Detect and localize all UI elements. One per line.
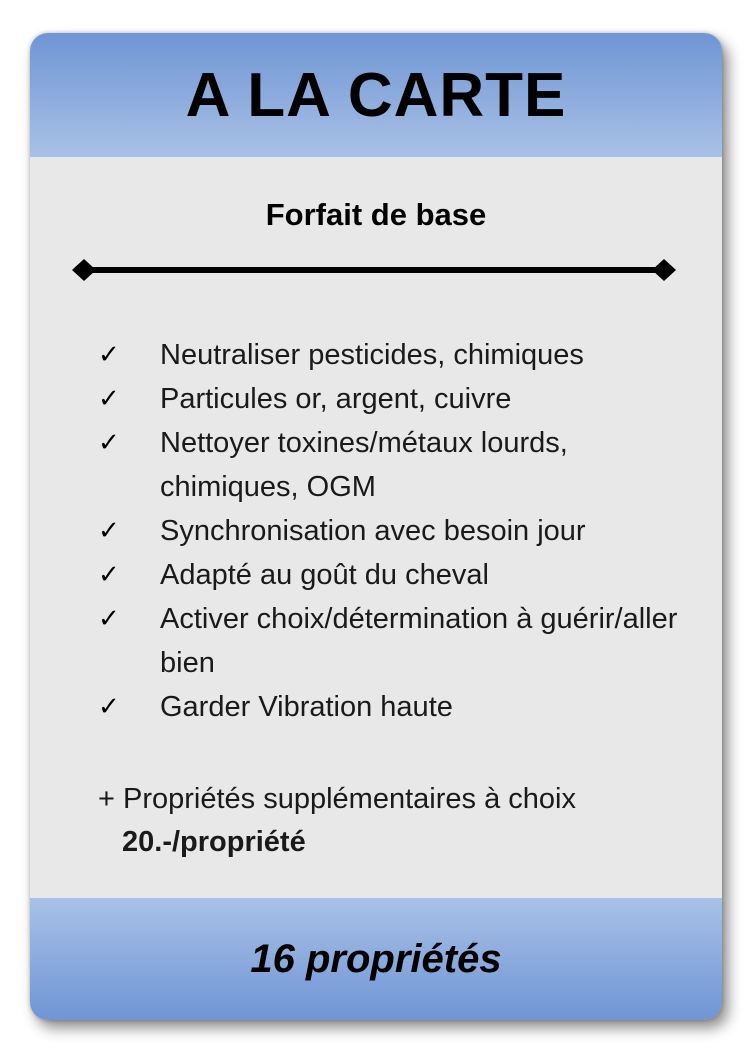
feature-list [98,333,698,729]
card-header [30,33,722,157]
feature-text: Garder Vibration haute [160,691,453,723]
feature-item [98,333,698,377]
card-subtitle: Forfait de base [265,197,487,232]
feature-item [98,509,698,553]
feature-item [98,597,698,685]
divider-line [72,259,676,281]
checkmark-icon: ✓ [98,384,120,414]
card-title: A LA CARTE [185,60,567,130]
divider-right-diamond-icon [652,259,676,281]
feature-item [98,421,698,509]
card-body [30,157,722,898]
feature-text: Synchronisation avec besoin jour [160,515,586,547]
feature-text: Adapté au goût du cheval [160,559,489,591]
feature-item [98,377,698,421]
feature-text: Nettoyer toxines/métaux lourds, chimiques, OGM [160,427,568,503]
extra-properties-note: + Propriétés supplémentaires à choix [98,783,576,815]
feature-text: Neutraliser pesticides, chimiques [160,339,584,371]
feature-text: Particules or, argent, cuivre [160,383,512,415]
checkmark-icon: ✓ [98,428,120,458]
feature-text: Activer choix/détermination à guérir/aller bien [160,603,678,679]
price-per-property: 20.-/propriété [122,826,306,858]
feature-item [98,685,698,729]
checkmark-icon: ✓ [98,604,120,634]
checkmark-icon: ✓ [98,340,120,370]
divider-left-diamond-icon [72,259,96,281]
pricing-card [30,33,722,1020]
feature-item [98,553,698,597]
card-footer [30,898,722,1020]
property-count: 16 propriétés [250,936,502,981]
checkmark-icon: ✓ [98,560,120,590]
checkmark-icon: ✓ [98,692,120,722]
checkmark-icon: ✓ [98,516,120,546]
